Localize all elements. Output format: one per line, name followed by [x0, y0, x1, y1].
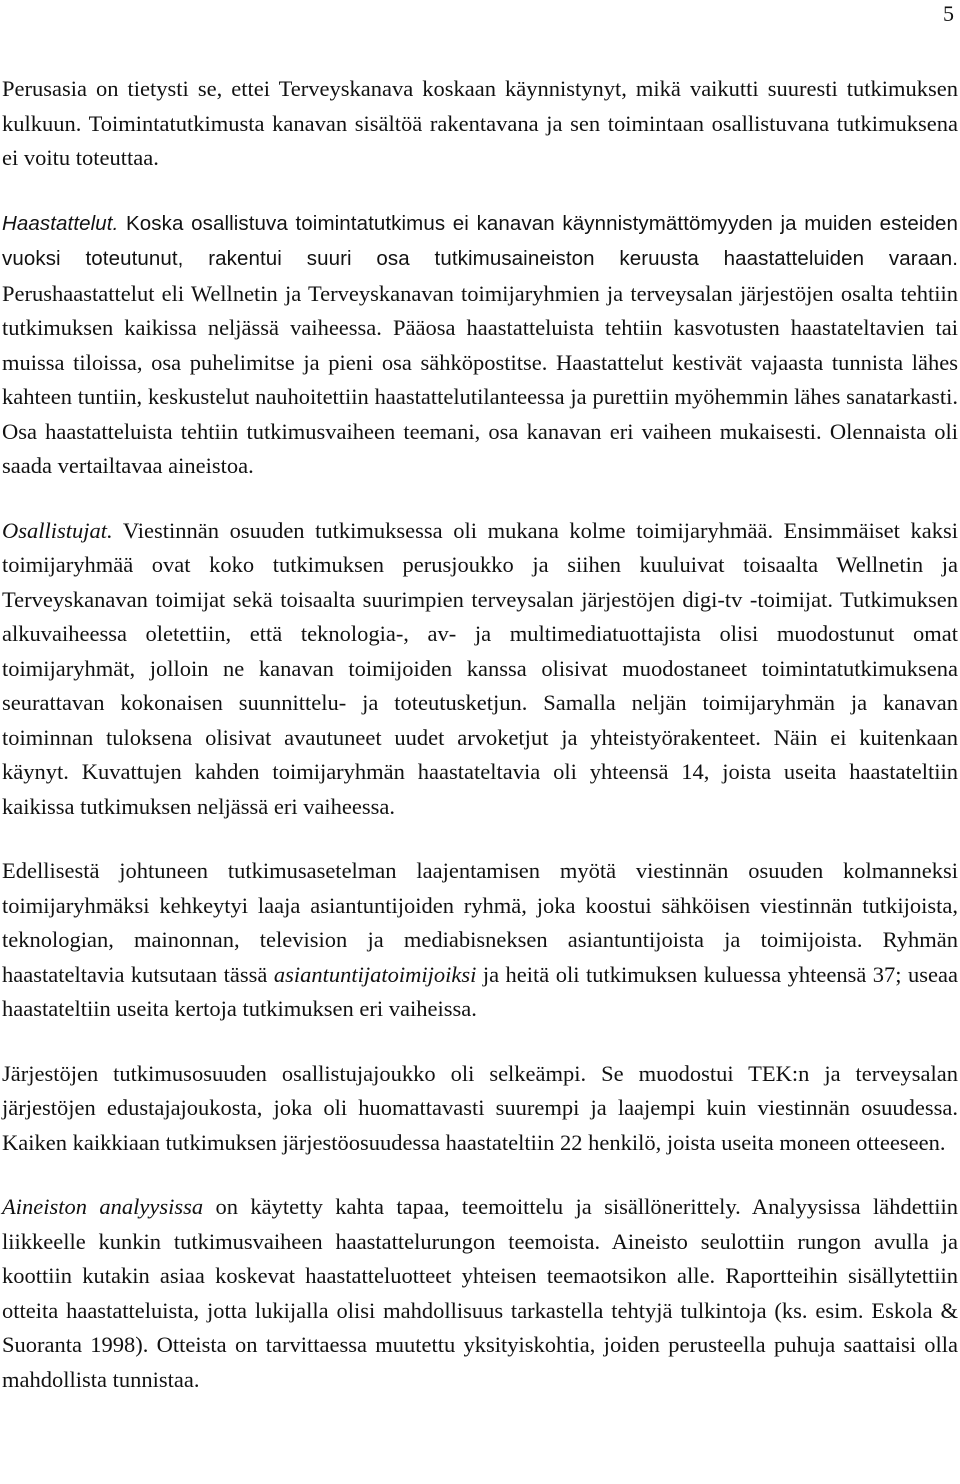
- paragraph-asiantuntijat: [2, 854, 958, 1027]
- paragraph-osallistujat: [2, 514, 958, 825]
- haastattelut-sans-text: Koska osallistuva toimintatutkimus ei kanavan käynnistymättömyyden ja muiden esteiden vuoksi toteutunut, rakentui suuri osa tutkimusaineiston keruusta haastatteluiden varaan.: [2, 211, 958, 270]
- haastattelut-rest-text: Perushaastattelut eli Wellnetin ja Terveyskanavan toimijaryhmien ja terveysalan järjestöjen osalta tehtiin tutkimuksen kaikissa neljässä vaiheessa. Pääosa haastatteluista tehtiin kasvotusten haastateltavien tai muissa tiloissa, osa puhelimitse ja pieni osa sähköpostitse. Haastattelut kestivät vajaasta tunnista lähes kahteen tuntiin, keskustelut nauhoitettiin haastattelutilanteessa ja purettiin myöhemmin lähes sanatarkasti. Osa haastatteluista tehtiin tutkimusvaiheen teemani, osa kanavan eri vaiheen mukaisesti. Olennaista oli saada vertailtavaa aineistoa.: [2, 280, 958, 478]
- asiantuntijat-term: asiantuntijatoimijoiksi: [273, 961, 477, 987]
- document-body: [2, 72, 958, 1427]
- analyysi-text: on käytetty kahta tapaa, teemoittelu ja sisällönerittely. Analyysissa lähdettiin liikkeelle kunkin tutkimusvaiheen haastattelurungon teemoista. Aineisto seulottiin rungon avulla ja koottiin kutakin asiaa koskevat haastatteluotteet yhteisen teemaotsikon alle. Raportteihin sisällytettiin otteita haastatteluista, jotta lukijalla olisi mahdollisuus tarkastella tehtyjä tulkintoja (ks. esim. Eskola & Suoranta 1998). Otteista on tarvittaessa muutettu yksityiskohtia, joiden perusteella puhuja saattaisi olla mahdollista tunnistaa.: [2, 1194, 958, 1392]
- jarjestot-text: Järjestöjen tutkimusosuuden osallistujajoukko oli selkeämpi. Se muodostui TEK:n ja terveysalan järjestöjen edustajajoukosta, joka oli huomattavasti suurempi ja laajempi kuin viestinnän osuudessa. Kaiken kaikkiaan tutkimuksen järjestöosuudessa haastateltiin 22 henkilö, joista useita moneen otteeseen.: [2, 1060, 958, 1155]
- page-number: 5: [943, 1, 954, 26]
- paragraph-intro-text: Perusasia on tietysti se, ettei Terveyskanava koskaan käynnistynyt, mikä vaikutti suuresti tutkimuksen kulkuun. Toimintatutkimusta kanavan sisältöä rakentavana ja sen toimintaan osallistuvana tutkimuksena ei voitu toteuttaa.: [2, 76, 958, 170]
- osallistujat-text: Viestinnän osuuden tutkimuksessa oli mukana kolme toimijaryhmää. Ensimmäiset kaksi toimijaryhmää ovat koko tutkimuksen perusjoukko ja siihen kuuluivat toisaalta Wellnetin ja Terveyskanavan toimijat sekä toisaalta suurimpien terveysalan järjestöjen digi-tv -toimijat. Tutkimuksen alkuvaiheessa oletettiin, että teknologia-, av- ja multimediatuottajista olisi muodostunut omat toimijaryhmät, jolloin ne kanavan toimijoiden kanssa olisivat muodostaneet toimintatutkimuksena seurattavan kokonaisen suunnittelu- ja toteutusketjun. Samalla neljän toimijaryhmän ja kanavan toiminnan tuloksena olisivat avautuneet uudet arvoketjut ja yhteistyörakenteet. Näin ei kuitenkaan käynyt. Kuvattujen kahden toimijaryhmän haastateltavia oli yhteensä 14, joista useita haastateltiin kaikissa tutkimuksen neljässä eri vaiheessa.: [2, 517, 958, 819]
- paragraph-jarjestot: [2, 1057, 958, 1161]
- asiantuntijat-text: Edellisestä johtuneen tutkimusasetelman laajentamisen myötä viestinnän osuuden kolmanneksi toimijaryhmäksi kehkeytyi laaja asiantuntijoiden ryhmä, joka koostui sähköisen viestinnän tutkijoista, teknologian, mainonnan, television ja mediabisneksen asiantuntijoista ja toimijoista. Ryhmän haastateltavia kutsutaan tässä: [2, 858, 958, 987]
- paragraph-intro: [2, 72, 958, 176]
- asiantuntijat-rest-text: ja heitä oli tutkimuksen kuluessa yhteensä 37; useaa haastateltiin useita kertoja tutkimuksen eri vaiheissa.: [2, 961, 959, 1021]
- paragraph-haastattelut-heading: [2, 212, 958, 271]
- analyysi-lead: Aineiston analyysissa: [2, 1194, 204, 1219]
- haastattelut-lead: Haastattelut.: [2, 211, 119, 235]
- paragraph-analyysi: [2, 1190, 958, 1397]
- osallistujat-lead: Osallistujat.: [2, 517, 113, 543]
- paragraph-haastattelut: [2, 206, 958, 484]
